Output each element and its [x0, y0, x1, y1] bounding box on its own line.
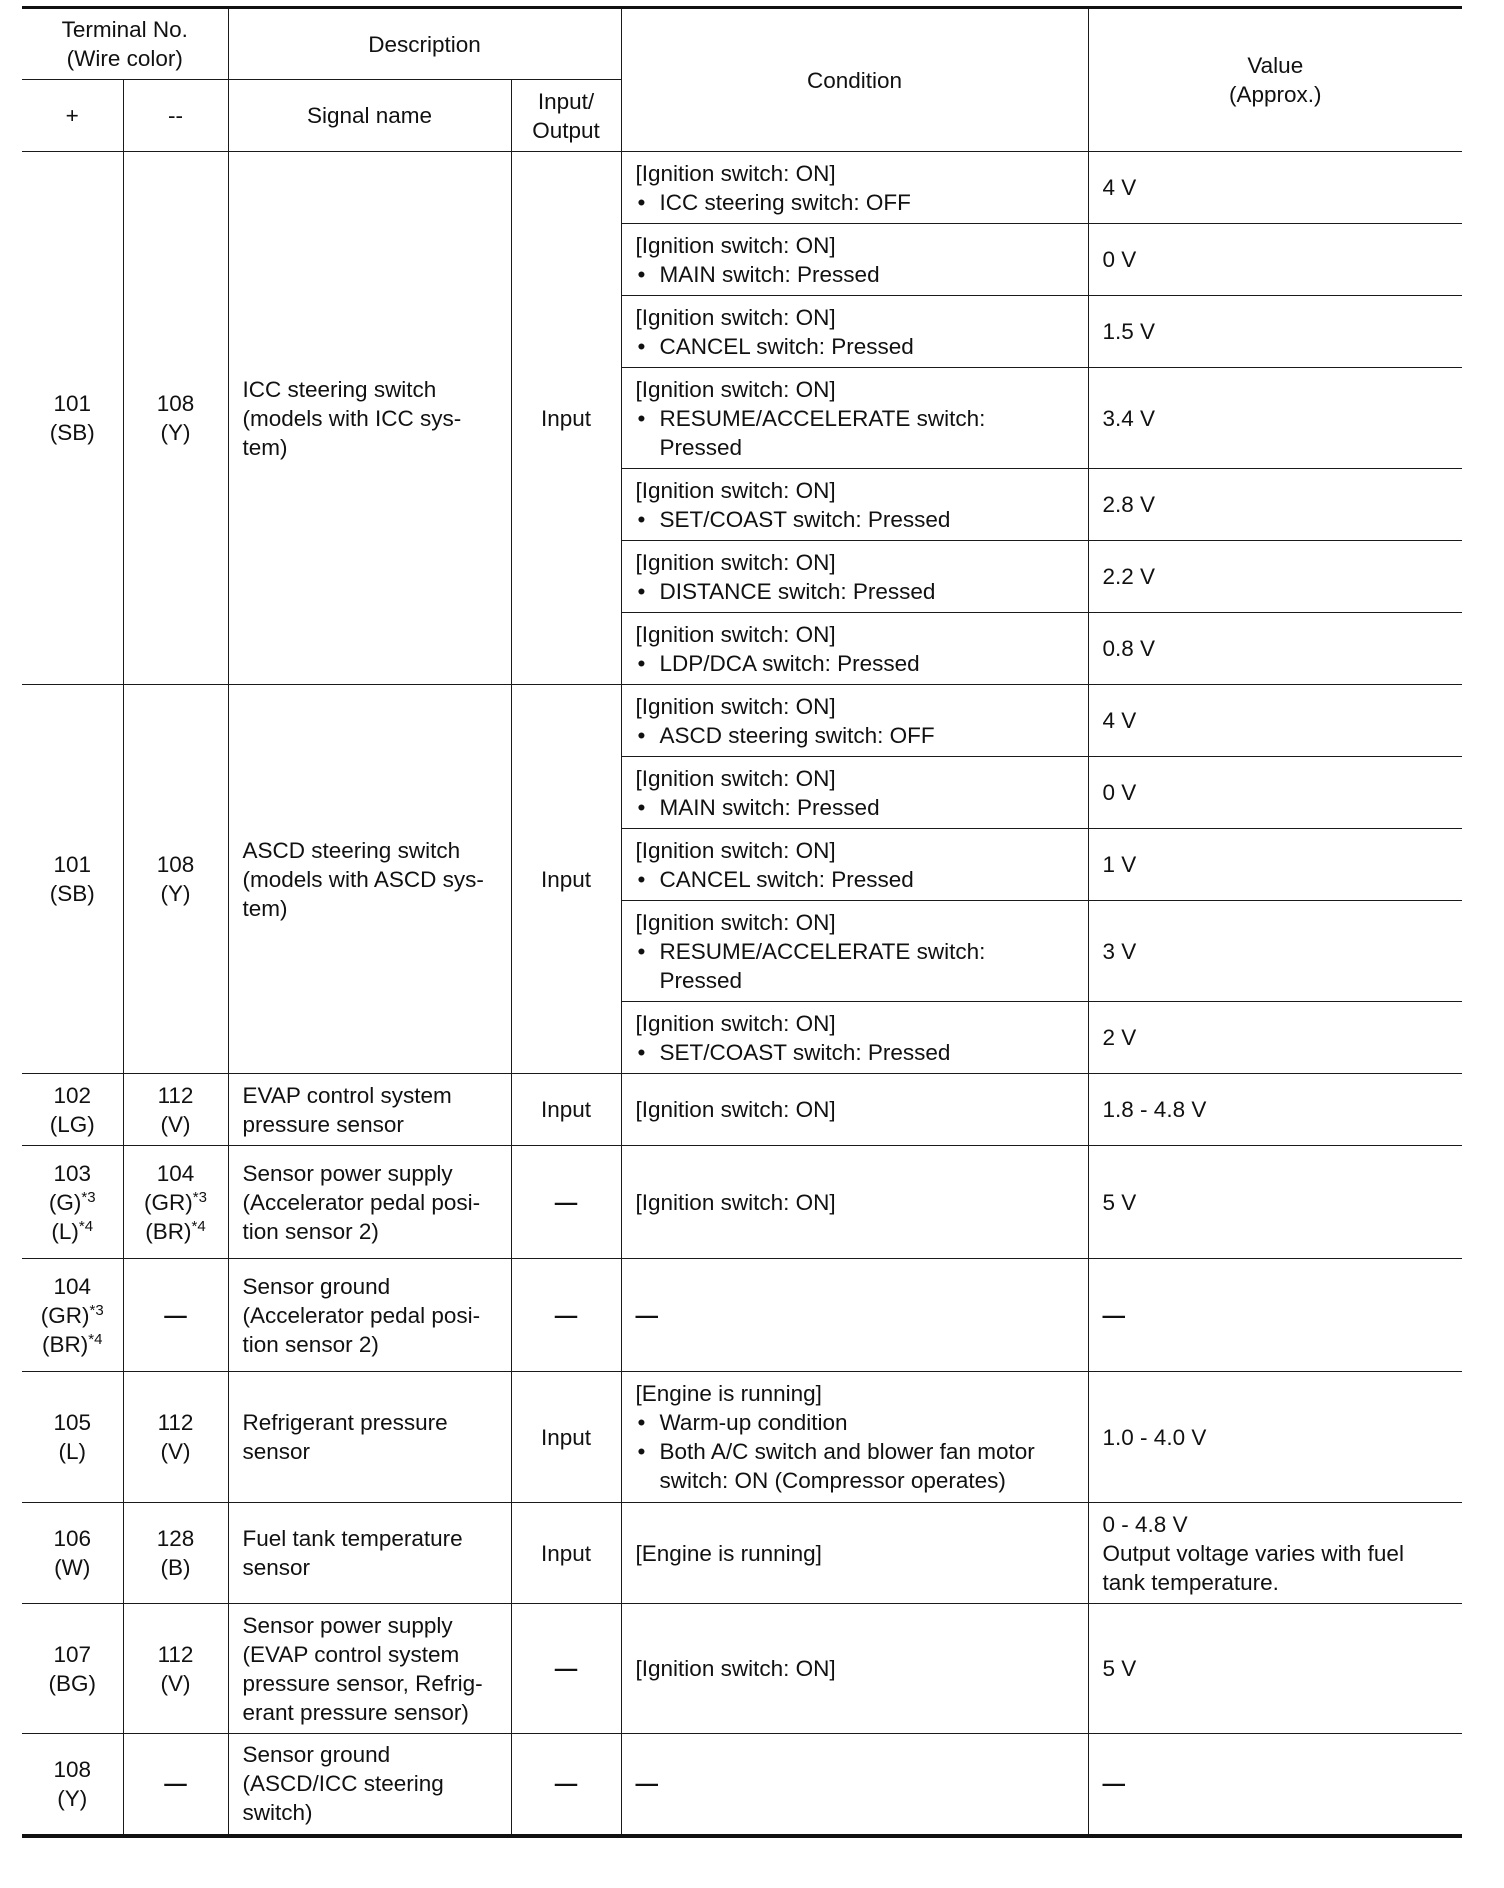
condition-bullet: • MAIN switch: Pressed [636, 260, 1080, 289]
terminal-plus [22, 685, 123, 1074]
terminal-plus-text: 106 [53, 1526, 92, 1551]
value-cell: 3.4 V [1088, 368, 1462, 469]
terminal-minus-line [124, 1110, 228, 1139]
input-output-cell: — [511, 1259, 621, 1372]
terminal-minus [123, 1503, 228, 1604]
terminal-plus-text: (SB) [49, 881, 95, 906]
value-cell: 2.2 V [1088, 541, 1462, 613]
terminal-minus-text: 112 [157, 1641, 194, 1667]
terminal-plus-line [22, 1784, 123, 1813]
terminal-plus [22, 1074, 123, 1146]
condition-heading: [Ignition switch: ON] [635, 1656, 836, 1681]
terminal-plus-note: *4 [88, 1330, 103, 1348]
input-output-cell: — [511, 1146, 621, 1259]
signal-name-cell: Fuel tank temperature sensor [228, 1503, 511, 1604]
terminal-plus-text: 101 [53, 391, 92, 416]
value-cell: 1.5 V [1088, 296, 1462, 368]
terminal-plus [22, 152, 123, 685]
condition-heading: [Ignition switch: ON] [635, 160, 836, 186]
condition-bullet: • CANCEL switch: Pressed [636, 865, 1080, 894]
terminal-minus-text: (V) [160, 1670, 191, 1696]
signal-name-cell: Sensor ground (ASCD/ICC steering switch) [228, 1734, 511, 1836]
condition-cell [621, 685, 1088, 757]
condition-cell [621, 541, 1088, 613]
condition-cell [621, 1002, 1088, 1074]
value-cell: 0 - 4.8 V Output voltage varies with fuel tank temperature. [1088, 1503, 1462, 1604]
terminal-minus-line [124, 1081, 228, 1110]
signal-name-cell: ASCD steering switch (models with ASCD sys- tem) [228, 685, 511, 1074]
signal-name-cell: Sensor power supply (EVAP control system pressure sensor, Refrig- erant pressure sensor) [228, 1604, 511, 1734]
terminal-plus-text: (BR) [42, 1331, 89, 1357]
terminal-minus [123, 1074, 228, 1146]
terminal-minus-line [124, 1159, 228, 1188]
header-value: Value (Approx.) [1088, 8, 1462, 152]
condition-bullet: • SET/COAST switch: Pressed [636, 1038, 1080, 1067]
terminal-minus-text: (BR) [145, 1218, 192, 1244]
signal-name-cell: Sensor ground (Accelerator pedal posi- tion sensor 2) [228, 1259, 511, 1372]
terminal-plus-line [22, 389, 123, 418]
terminal-plus-line [22, 1272, 123, 1301]
terminal-plus-line [22, 1159, 123, 1188]
value-cell: 0.8 V [1088, 613, 1462, 685]
value-cell: 0 V [1088, 757, 1462, 829]
table-row [22, 1074, 1462, 1146]
terminal-minus-text: 104 [156, 1160, 195, 1186]
condition-heading: [Ignition switch: ON] [635, 1097, 836, 1122]
terminal-minus [123, 1734, 228, 1836]
terminal-plus [22, 1604, 123, 1734]
terminal-minus-line [124, 1188, 228, 1217]
condition-bullet: • DISTANCE switch: Pressed [636, 577, 1080, 606]
condition-heading: [Ignition switch: ON] [635, 304, 836, 330]
terminal-minus-text: (Y) [160, 420, 191, 445]
terminal-plus-text: 102 [53, 1082, 92, 1108]
terminal-plus-text: 105 [53, 1410, 92, 1435]
terminal-plus [22, 1259, 123, 1372]
condition-heading: [Ignition switch: ON] [635, 909, 836, 935]
condition-bullet: • Both A/C switch and blower fan motor switch: ON (Compressor operates) [636, 1437, 1080, 1495]
condition-bullet: • RESUME/ACCELERATE switch: Pressed [636, 937, 1080, 995]
table-body [22, 152, 1462, 1836]
terminal-minus [123, 152, 228, 685]
table-row [22, 1259, 1462, 1372]
terminal-plus-line [22, 1408, 123, 1437]
terminal-plus-line [22, 1669, 123, 1698]
condition-cell [621, 901, 1088, 1002]
terminal-plus-text: 108 [53, 1756, 92, 1782]
terminal-minus-line [124, 1553, 228, 1582]
condition-cell [621, 1074, 1088, 1146]
condition-bullet: • LDP/DCA switch: Pressed [636, 649, 1080, 678]
table-header [22, 8, 1462, 152]
terminal-minus-line [124, 1769, 228, 1798]
terminal-minus-line [124, 1408, 228, 1437]
terminal-plus-line [22, 1110, 123, 1139]
terminal-minus [123, 685, 228, 1074]
terminal-minus-text: 128 [156, 1526, 195, 1551]
terminal-table-sheet [22, 6, 1462, 1838]
terminal-minus-note: *4 [191, 1217, 206, 1235]
terminal-plus-line [22, 1437, 123, 1466]
signal-name-cell: ICC steering switch (models with ICC sys- tem) [228, 152, 511, 685]
condition-heading: [Ignition switch: ON] [635, 1189, 836, 1215]
terminal-plus-text: 104 [53, 1273, 92, 1299]
terminal-plus-line [22, 1330, 123, 1359]
terminal-minus-line [124, 418, 228, 447]
condition-cell [621, 829, 1088, 901]
terminal-plus-line [22, 850, 123, 879]
header-terminal: Terminal No. (Wire color) [22, 8, 228, 80]
table-row [22, 1146, 1462, 1259]
condition-bullet: • ICC steering switch: OFF [636, 188, 1080, 217]
input-output-cell: Input [511, 685, 621, 1074]
condition-bullet: • RESUME/ACCELERATE switch: Pressed [636, 404, 1080, 462]
input-output-cell: Input [511, 1503, 621, 1604]
terminal-plus-text: (G) [48, 1189, 82, 1215]
input-output-cell: Input [511, 1372, 621, 1503]
condition-heading: [Ignition switch: ON] [635, 621, 836, 647]
terminal-plus-line [22, 1755, 123, 1784]
condition-bullet: • ASCD steering switch: OFF [636, 721, 1080, 750]
value-cell: 0 V [1088, 224, 1462, 296]
terminal-plus-line [22, 1301, 123, 1330]
condition-heading: [Ignition switch: ON] [635, 837, 836, 863]
condition-heading: [Engine is running] [635, 1540, 822, 1566]
input-output-cell: — [511, 1604, 621, 1734]
terminal-minus-text: (GR) [144, 1189, 193, 1215]
terminal-plus-text: 101 [53, 852, 92, 877]
input-output-cell: Input [511, 152, 621, 685]
terminal-plus-text: (Y) [57, 1785, 88, 1811]
condition-cell [621, 224, 1088, 296]
terminal-plus-line [22, 418, 123, 447]
terminal-plus-text: 103 [53, 1160, 92, 1186]
value-cell: 5 V [1088, 1146, 1462, 1259]
value-cell: 1.8 - 4.8 V [1088, 1074, 1462, 1146]
terminal-minus-line [124, 850, 228, 879]
condition-heading: — [635, 1771, 659, 1797]
condition-cell [621, 613, 1088, 685]
terminal-plus-line [22, 879, 123, 908]
value-cell: 2 V [1088, 1002, 1462, 1074]
condition-cell [621, 1146, 1088, 1259]
condition-cell [621, 1604, 1088, 1734]
terminal-plus-text: (LG) [49, 1111, 95, 1137]
value-cell: 4 V [1088, 685, 1462, 757]
terminal-minus-line [124, 1301, 228, 1330]
condition-cell [621, 1372, 1088, 1503]
table-row [22, 1372, 1462, 1503]
terminal-minus-text: 108 [156, 852, 195, 877]
condition-bullet: • Warm-up condition [636, 1408, 1080, 1437]
terminal-table [22, 6, 1462, 1838]
table-row [22, 685, 1462, 757]
table-row [22, 1503, 1462, 1604]
terminal-minus-line [124, 1640, 228, 1669]
terminal-minus-text: 112 [157, 1410, 194, 1435]
signal-name-cell: Sensor power supply (Accelerator pedal posi- tion sensor 2) [228, 1146, 511, 1259]
header-plus: + [22, 80, 123, 152]
terminal-plus-text: (L) [58, 1439, 86, 1464]
header-signal-name: Signal name [228, 80, 511, 152]
header-input-output: Input/ Output [511, 80, 621, 152]
terminal-minus-text: (B) [160, 1555, 191, 1580]
terminal-minus-text: (V) [160, 1111, 191, 1137]
terminal-minus [123, 1372, 228, 1503]
terminal-minus [123, 1146, 228, 1259]
signal-name-cell: Refrigerant pressure sensor [228, 1372, 511, 1503]
value-cell: 1.0 - 4.0 V [1088, 1372, 1462, 1503]
condition-bullet: • MAIN switch: Pressed [636, 793, 1080, 822]
terminal-plus-text: (L) [51, 1218, 79, 1244]
terminal-minus-line [124, 1217, 228, 1246]
value-cell: 3 V [1088, 901, 1462, 1002]
terminal-minus-text: — [164, 1302, 187, 1328]
terminal-minus-line [124, 1524, 228, 1553]
value-cell: — [1088, 1734, 1462, 1836]
terminal-plus-note: *4 [78, 1217, 94, 1235]
condition-heading: [Ignition switch: ON] [635, 549, 836, 575]
value-cell: — [1088, 1259, 1462, 1372]
header-minus: -- [123, 80, 228, 152]
header-condition: Condition [621, 8, 1088, 152]
table-row [22, 1734, 1462, 1836]
terminal-plus-text: 107 [53, 1641, 92, 1667]
terminal-plus-line [22, 1217, 123, 1246]
condition-cell [621, 757, 1088, 829]
condition-heading: [Engine is running] [635, 1381, 822, 1406]
terminal-minus-text: — [164, 1771, 187, 1797]
condition-bullet: • SET/COAST switch: Pressed [636, 505, 1080, 534]
condition-cell [621, 296, 1088, 368]
condition-cell [621, 152, 1088, 224]
terminal-minus-line [124, 1437, 228, 1466]
condition-cell [621, 1734, 1088, 1836]
terminal-plus [22, 1146, 123, 1259]
table-row [22, 1604, 1462, 1734]
terminal-plus-line [22, 1188, 123, 1217]
table-row [22, 152, 1462, 224]
condition-cell [621, 368, 1088, 469]
input-output-cell: Input [511, 1074, 621, 1146]
terminal-plus-line [22, 1081, 123, 1110]
terminal-plus-line [22, 1640, 123, 1669]
terminal-plus-line [22, 1524, 123, 1553]
terminal-plus-text: (W) [54, 1555, 91, 1580]
value-cell: 2.8 V [1088, 469, 1462, 541]
condition-heading: [Ignition switch: ON] [635, 232, 836, 258]
terminal-plus-text: (GR) [40, 1302, 90, 1328]
terminal-minus-text: 108 [156, 391, 195, 416]
condition-cell [621, 1259, 1088, 1372]
condition-heading: [Ignition switch: ON] [635, 693, 836, 719]
terminal-minus [123, 1604, 228, 1734]
input-output-cell: — [511, 1734, 621, 1836]
header-description: Description [228, 8, 621, 80]
terminal-minus-note: *3 [192, 1188, 207, 1206]
terminal-plus-text: (SB) [49, 420, 95, 445]
value-cell: 5 V [1088, 1604, 1462, 1734]
value-cell: 1 V [1088, 829, 1462, 901]
condition-heading: [Ignition switch: ON] [635, 765, 836, 791]
terminal-minus-line [124, 879, 228, 908]
terminal-plus [22, 1503, 123, 1604]
terminal-plus-line [22, 1553, 123, 1582]
terminal-minus-line [124, 389, 228, 418]
terminal-minus-text: (V) [160, 1439, 191, 1464]
terminal-plus-text: (BG) [48, 1670, 96, 1696]
terminal-minus-line [124, 1669, 228, 1698]
condition-cell [621, 469, 1088, 541]
terminal-minus [123, 1259, 228, 1372]
terminal-plus [22, 1372, 123, 1503]
condition-heading: [Ignition switch: ON] [635, 376, 836, 402]
condition-bullet: • CANCEL switch: Pressed [636, 332, 1080, 361]
condition-cell [621, 1503, 1088, 1604]
terminal-minus-text: (Y) [160, 881, 191, 906]
terminal-plus-note: *3 [89, 1301, 104, 1319]
condition-heading: [Ignition switch: ON] [635, 477, 836, 503]
terminal-plus [22, 1734, 123, 1836]
condition-heading: [Ignition switch: ON] [635, 1010, 836, 1036]
terminal-minus-text: 112 [157, 1082, 194, 1108]
terminal-plus-note: *3 [81, 1188, 96, 1206]
signal-name-cell: EVAP control system pressure sensor [228, 1074, 511, 1146]
condition-heading: — [635, 1302, 659, 1328]
value-cell: 4 V [1088, 152, 1462, 224]
